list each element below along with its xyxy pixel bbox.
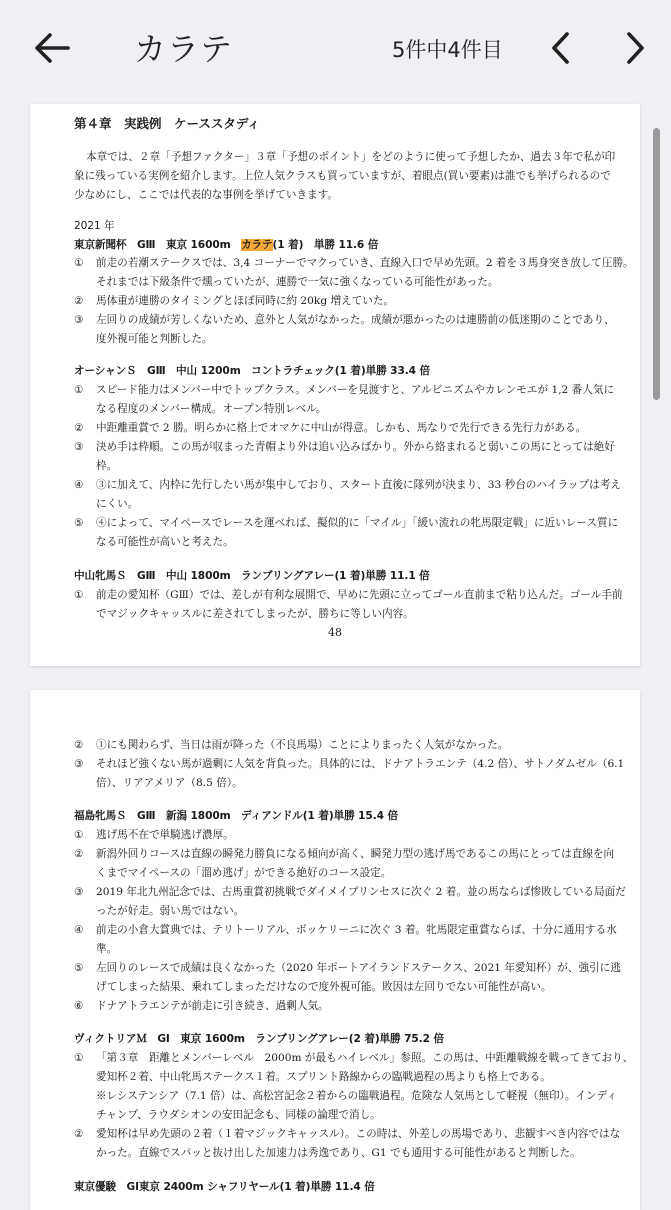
chevron-right-icon xyxy=(620,28,650,68)
document-page xyxy=(30,690,640,1210)
list-item: なる可能性が高いと考えた。 xyxy=(96,536,234,548)
race-heading-prefix: 東京新聞杯 GⅢ 東京 1600m xyxy=(74,239,242,251)
chapter-heading: 第４章 実践例 ケーススタディ xyxy=(74,116,260,131)
race-heading xyxy=(74,236,378,255)
arrow-left-icon xyxy=(32,30,72,66)
list-item: ※レシステンシア（7.1 倍）は、高松宮記念２着からの臨戦過程。危険な人気馬として軽視（無印）。インディ xyxy=(96,1090,617,1102)
back-button[interactable] xyxy=(32,30,72,66)
list-item: でマジックキャッスルに差されてしまったが、勝ちに等しい内容。 xyxy=(96,608,414,620)
list-item: ② 馬体重が連勝のタイミングとほぼ同時に約 20kg 増えていた。 xyxy=(74,295,395,307)
list-item: ③ 決め手は枠順。この馬が収まった青帽より外は追い込みばかり。外から絡まれると弱いこの馬にとっては絶好 xyxy=(74,441,615,453)
list-item: チャンプ、ラウダシオンの安田記念も、同様の論理で消し。 xyxy=(96,1109,381,1121)
intro-line: 少なめにし、ここでは代表的な事例を挙げていきます。 xyxy=(74,189,338,201)
race-heading-suffix: (1 着) 単勝 11.6 倍 xyxy=(272,239,379,251)
list-item: ⑤ 左回りのレースで成績は良くなかった（2020 年ポートアイランドステークス、2021 年愛知杯）が、強引に逃 xyxy=(74,962,621,974)
list-item: 倍）、リアアメリア（8.5 倍）。 xyxy=(96,777,243,789)
race-heading: 中山牝馬Ｓ GⅢ 中山 1800m ランブリングアレー(1 着)単勝 11.1 倍 xyxy=(74,570,430,582)
list-item: ① 「第３章 距離とメンバーレベル 2000m が最もハイレベル」参照。この馬は、中距離戦線を戦ってきており、 xyxy=(74,1052,634,1064)
list-item: ① 逃げ馬不在で単騎逃げ濃厚。 xyxy=(74,829,234,841)
race-heading: ヴィクトリアＭ GⅠ 東京 1600m ランブリングアレー(2 着)単勝 75.2 倍 xyxy=(74,1033,444,1045)
race-heading: オーシャンＳ GⅢ 中山 1200m コントラチェック(1 着)単勝 33.4 倍 xyxy=(74,365,430,377)
intro-line: 本章では、２章「予想ファクター」３章「予想のポイント」をどのように使って予想したか、過去３年で私が印 xyxy=(86,151,616,163)
chevron-left-icon xyxy=(546,28,576,68)
list-item: なる程度のメンバー構成。オープン特別レベル。 xyxy=(96,403,327,415)
list-item: 枠。 xyxy=(96,460,118,472)
list-item: 度外視可能と判断した。 xyxy=(96,333,213,345)
next-result-button[interactable] xyxy=(620,28,650,68)
race-heading: 福島牝馬Ｓ GⅢ 新潟 1800m ディアンドル(1 着)単勝 15.4 倍 xyxy=(74,810,398,822)
list-item: ④ ③に加えて、内枠に先行したい馬が集中しており、スタート直後に隊列が決まり、33 秒台のハイラップは考え xyxy=(74,479,621,491)
intro-line: 象に残っている実例を紹介します。上位人気クラスも買っていますが、着眼点(買い要素)は誰でも挙げられるので xyxy=(74,170,611,182)
year-heading: 2021 年 xyxy=(74,220,115,232)
list-item: ① スピード能力はメンバー中でトップクラス。メンバーを見渡すと、アルビニズムやカレンモエが 1,2 番人気に xyxy=(74,384,615,396)
previous-result-button[interactable] xyxy=(546,28,576,68)
list-item: ② ①にも関わらず、当日は雨が降った（不良馬場）ことによりまったく人気がなかった。 xyxy=(74,739,509,751)
list-item: ったが好走。弱い馬ではない。 xyxy=(96,905,245,917)
list-item: ① 前走の愛知杯（GⅢ）では、差しが有利な展開で、早めに先頭に立ってゴール直前まで粘り込んだ。ゴール手前 xyxy=(74,589,623,601)
list-item: ③ それほど強くない馬が過剰に人気を背負った。具体的には、ドナアトラエンテ（4.2 倍）、サトノダムゼル（6.1 xyxy=(74,758,625,770)
app-bar xyxy=(0,0,671,104)
search-highlight: カラテ xyxy=(241,239,273,251)
document-page xyxy=(30,104,640,666)
list-item: にくい。 xyxy=(96,498,139,510)
list-item: 準。 xyxy=(96,943,118,955)
list-item: かった。直線でスパッと抜け出した加速力は秀逸であり、G1 でも通用する可能性があると判断した。 xyxy=(96,1147,581,1159)
list-item: 愛知杯２着、中山牝馬ステークス１着。スプリント路線からの臨戦過程の馬よりも格上である。 xyxy=(96,1071,551,1083)
list-item: ③ 左回りの成績が芳しくないため、意外と人気がなかった。成績が悪かったのは連勝前の低迷期のことであり、 xyxy=(74,314,615,326)
list-item: ④ 前走の小倉大賞典では、テリトーリアル、ボッケリーニに次ぐ 3 着。牝馬限定重賞ならば、十分に通用する水 xyxy=(74,924,617,936)
list-item: それまでは下級条件で燻っていたが、連勝で一気に強くなっている可能性があった。 xyxy=(96,276,499,288)
page-title: カラテ xyxy=(134,30,234,68)
list-item: ② 愛知杯は早め先頭の２着（１着マジックキャッスル）。この時は、外差しの馬場であり、悲観すべき内容ではな xyxy=(74,1128,621,1140)
list-item: ⑥ ドナアトラエンテが前走に引き続き、過剰人気。 xyxy=(74,1000,329,1012)
race-heading: 東京優駿 GⅠ東京 2400m シャフリヤール(1 着)単勝 11.4 倍 xyxy=(74,1181,375,1193)
list-item: ⑤ ④によって、マイペースでレースを運べれば、擬似的に「マイル」「緩い流れの牝馬限定戦」に近いレース質に xyxy=(74,517,619,529)
page-number: 48 xyxy=(328,626,342,639)
search-result-counter: 5件中4件目 xyxy=(392,38,503,62)
vertical-scrollbar[interactable] xyxy=(653,128,660,400)
list-item: ② 中距離重賞で 2 勝。明らかに格上でオマケに中山が得意。しかも、馬なりで先行できる先行力がある。 xyxy=(74,422,587,434)
list-item: ② 新潟外回りコースは直線の瞬発力勝負になる傾向が高く、瞬発力型の逃げ馬であるこの馬にとっては直線を向 xyxy=(74,848,615,860)
list-item: げてしまった結果、乗れてしまっただけなので度外視可能。敗因は左回りでない可能性が高い。 xyxy=(96,981,552,993)
list-item: ① 前走の若潮ステークスでは、3,4 コーナーでマクっていき、直線入口で早め先頭。2 着を３馬身突き放して圧勝。 xyxy=(74,257,634,269)
list-item: ③ 2019 年北九州記念では、古馬重賞初挑戦でダイメイプリンセスに次ぐ 2 着。並の馬ならば惨敗している局面だ xyxy=(74,886,626,898)
list-item: くまでマイペースの「溜め逃げ」ができる絶好のコース設定。 xyxy=(96,867,392,879)
